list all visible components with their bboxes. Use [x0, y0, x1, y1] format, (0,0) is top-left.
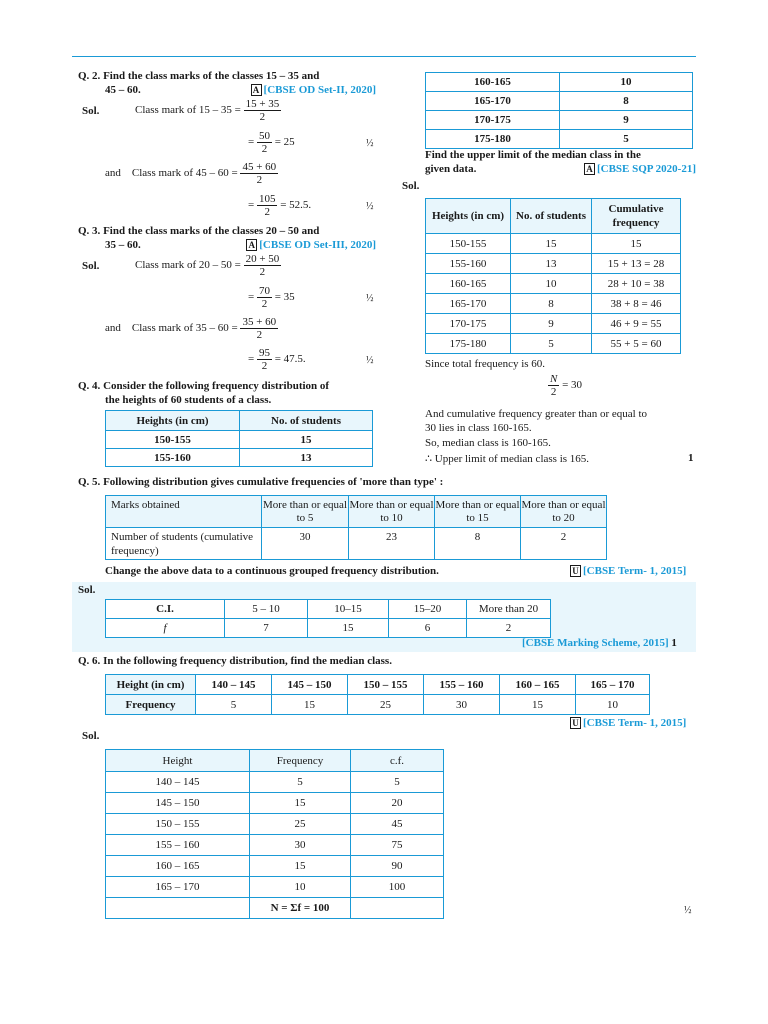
- q6-solution-table: [105, 749, 444, 919]
- table-row: 165-170 8: [426, 92, 693, 111]
- q5-badge: U: [570, 565, 581, 577]
- q3-step4: = $\frac{95}{2}$ = 47.5.: [248, 347, 306, 372]
- table-row: f 7 15 6 2: [106, 619, 551, 638]
- q4-median-class: So, median class is 160-165.: [425, 437, 551, 449]
- q2-step2: = $\frac{50}{2}$ = 25: [248, 130, 295, 155]
- q3-step3-frac: $\frac{35 + 60}{2}$: [242, 316, 277, 341]
- q2-text-line2: 45 – 60.: [105, 84, 141, 96]
- table-row: Frequency 5 15 25 30 15 10: [106, 695, 650, 715]
- table-row: 170-175 9 46 + 9 = 55: [426, 314, 681, 334]
- table-row: 165 – 170 10 100: [106, 877, 444, 898]
- q3-source: [CBSE OD Set-III, 2020]: [259, 239, 376, 251]
- q3-step4-frac: $\frac{95}{2}$: [258, 347, 270, 372]
- table-row: 175-180 5 55 + 5 = 60: [426, 334, 681, 354]
- q4-table: [105, 410, 373, 467]
- table-row: 160-165 10 28 + 10 = 38: [426, 274, 681, 294]
- q4-n-half: $\frac{N}{2}$ = 30: [550, 373, 583, 398]
- q2-badge: A: [251, 84, 262, 96]
- q2-step1-frac: $\frac{15 + 35}{2}$: [245, 98, 280, 123]
- q6-table: [105, 674, 650, 715]
- table-row: 150-155 15 15: [426, 234, 681, 254]
- table-row: 160 – 165 15 90: [106, 856, 444, 877]
- q5-table: [105, 495, 607, 560]
- q4-table-header: Heights (in cm) No. of students: [106, 411, 373, 431]
- q4-mark: 1: [688, 452, 694, 464]
- table-row: [106, 898, 444, 919]
- table-row: 155 – 160 30 75: [106, 835, 444, 856]
- table-row: 155-160 13: [106, 449, 373, 467]
- q3-question: Q. 3. Find the class marks of the classes 20 – 50 and 35 – 60. A [CBSE OD Set-III, 2020]: [78, 225, 376, 251]
- q3-step1: Class mark of 20 – 50 = $\frac{20 + 50}{2}$: [135, 253, 280, 278]
- q4-solution-header: Heights (in cm) No. of students Cumulative frequency: [426, 199, 681, 234]
- q3-step2-frac: $\frac{70}{2}$: [258, 285, 270, 310]
- table-row: 145 – 150 15 20: [106, 793, 444, 814]
- q3-step3: and Class mark of 35 – 60 = $\frac{35 + 60}{2}$: [105, 316, 277, 341]
- q6-mark: ½: [684, 905, 692, 916]
- top-rule: [72, 56, 696, 57]
- table-row: Number of students (cumulative frequency) 30 23 8 2: [106, 528, 607, 560]
- q6-badge: U: [570, 717, 581, 729]
- q2-step4: = $\frac{105}{2}$ = 52.5.: [248, 193, 312, 218]
- q3-step1-frac: $\frac{20 + 50}{2}$: [245, 253, 280, 278]
- table-row: 165-170 8 38 + 8 = 46: [426, 294, 681, 314]
- q2-question: [78, 69, 376, 97]
- q5-mark: 1: [671, 637, 677, 649]
- q4-table-continued: [425, 72, 693, 149]
- q2-text-line1: Find the class marks of the classes 15 – 35 and: [103, 70, 320, 82]
- q5-table-header: Marks obtained More than or equal to 5 More than or equal to 10 More than or equal to 15 More than or equal to 20: [106, 496, 607, 528]
- q4-badge: A: [584, 163, 595, 175]
- q5-source-wrap: [570, 564, 686, 578]
- q2-step3: and Class mark of 45 – 60 = $\frac{45 + 60}{2}$: [105, 161, 277, 186]
- table-row: 150-155 15: [106, 431, 373, 449]
- q4-sol-label: Sol.: [402, 180, 420, 192]
- q2-step4-mark: ½: [366, 201, 374, 212]
- q2-step2-frac: $\frac{50}{2}$: [258, 130, 270, 155]
- table-row: 140 – 145 5 5: [106, 772, 444, 793]
- q5-instruction: Change the above data to a continuous grouped frequency distribution.: [105, 565, 439, 577]
- q4-since: Since total frequency is 60.: [425, 358, 546, 370]
- q5-solution-header: C.I. 5 – 10 10–15 15–20 More than 20: [106, 600, 551, 619]
- q5-sol-label: Sol.: [78, 584, 96, 596]
- q5-text: Following distribution gives cumulative frequencies of 'more than type' :: [103, 476, 444, 488]
- q5-marking-scheme: [CBSE Marking Scheme, 2015]: [522, 637, 669, 649]
- q6-source: [CBSE Term- 1, 2015]: [583, 717, 687, 729]
- q3-text-line2: 35 – 60.: [105, 239, 141, 251]
- q4-ask: [425, 148, 696, 176]
- q6-total: N = Σf = 100: [250, 898, 351, 919]
- q6-table-header: Height (in cm) 140 – 145 145 – 150 150 – 155 155 – 160 160 – 165 165 – 170: [106, 675, 650, 695]
- q5-question: Q. 5. Following distribution gives cumulative frequencies of 'more than type' :: [78, 476, 444, 488]
- q3-text-line1: Find the class marks of the classes 20 – 50 and: [103, 225, 320, 237]
- q2-number: Q. 2.: [78, 70, 101, 82]
- q2-step1-label: Class mark of 15 – 35 =: [135, 104, 241, 117]
- table-row: 160-165 10: [426, 73, 693, 92]
- q3-sol-label: Sol.: [82, 260, 100, 272]
- q4-ask-line2: given data.: [425, 163, 477, 175]
- q4-question: Q. 4. Consider the following frequency distribution of the heights of 60 students of a class.: [78, 379, 376, 407]
- q3-step2-mark: ½: [366, 293, 374, 304]
- q2-step1: [135, 98, 281, 123]
- q2-step3-frac: $\frac{45 + 60}{2}$: [242, 161, 277, 186]
- table-row: 155-160 13 15 + 13 = 28: [426, 254, 681, 274]
- q4-cf-line1: And cumulative frequency greater than or equal to: [425, 408, 648, 420]
- table-row: 150 – 155 25 45: [106, 814, 444, 835]
- q4-cf-line2: 30 lies in class 160-165.: [425, 422, 532, 434]
- q6-source-wrap: [570, 716, 686, 730]
- q5-source: [CBSE Term- 1, 2015]: [583, 565, 687, 577]
- q6-solution-header: Height Frequency c.f.: [106, 750, 444, 772]
- q4-text-line2: the heights of 60 students of a class.: [105, 394, 272, 406]
- q4-ask-line1: Find the upper limit of the median class in the: [425, 149, 641, 161]
- q2-source: [CBSE OD Set-II, 2020]: [263, 84, 376, 96]
- q4-source: [CBSE SQP 2020-21]: [596, 163, 696, 175]
- q3-step2: = $\frac{70}{2}$ = 35: [248, 285, 295, 310]
- q6-question: Q. 6. In the following frequency distribution, find the median class.: [78, 655, 392, 667]
- q5-solution-table: [105, 599, 551, 638]
- q3-step4-mark: ½: [366, 355, 374, 366]
- q6-sol-label: Sol.: [82, 730, 100, 742]
- q4-upper-limit: ∴ Upper limit of median class is 165.: [425, 453, 590, 465]
- q4-n-frac: $\frac{N}{2}$: [550, 373, 558, 398]
- table-row: 175-180 5: [426, 130, 693, 149]
- q4-text-line1: Consider the following frequency distribution of: [103, 380, 330, 392]
- q6-text: In the following frequency distribution, find the median class.: [103, 655, 392, 667]
- q3-badge: A: [246, 239, 257, 251]
- q2-step2-mark: ½: [366, 138, 374, 149]
- q2-step4-frac: $\frac{105}{2}$: [258, 193, 276, 218]
- table-row: 170-175 9: [426, 111, 693, 130]
- q5-marking: [522, 636, 677, 650]
- q4-solution-table: [425, 198, 681, 354]
- q2-sol-label: Sol.: [82, 105, 100, 117]
